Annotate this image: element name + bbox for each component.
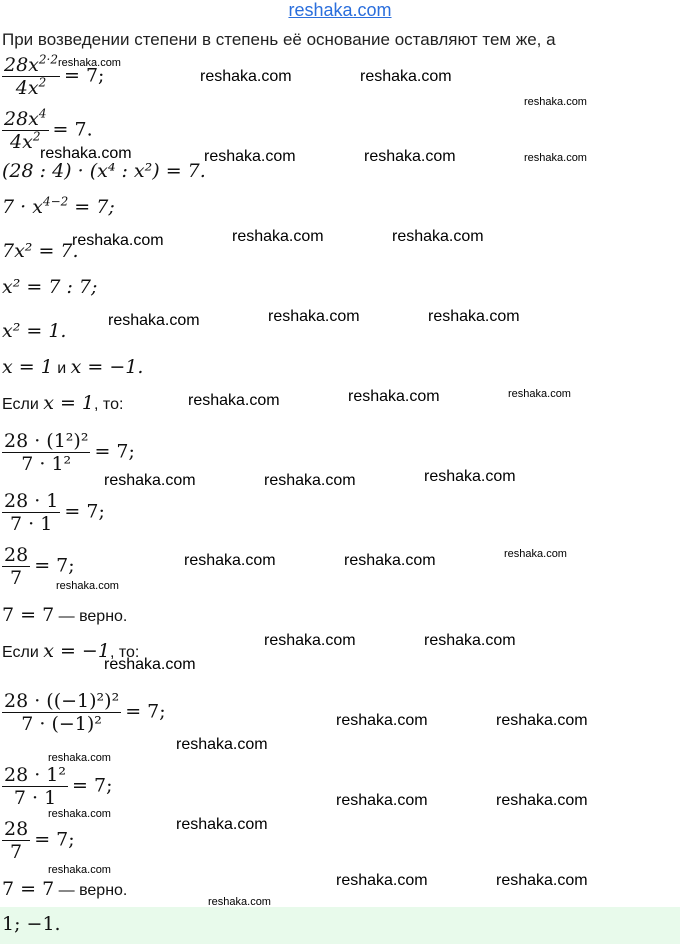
watermark: reshaka.com bbox=[496, 792, 588, 809]
case-2-heading: Если x = −1, то: bbox=[2, 640, 140, 662]
watermark: reshaka.com bbox=[336, 712, 428, 729]
watermark: reshaka.com bbox=[108, 312, 200, 329]
watermark: reshaka.com bbox=[336, 792, 428, 809]
watermark: reshaka.com bbox=[524, 152, 587, 164]
watermark: reshaka.com bbox=[508, 388, 571, 400]
watermark: reshaka.com bbox=[48, 752, 111, 764]
watermark: reshaka.com bbox=[496, 712, 588, 729]
watermark: reshaka.com bbox=[58, 57, 121, 69]
watermark: reshaka.com bbox=[424, 632, 516, 649]
watermark: reshaka.com bbox=[268, 308, 360, 325]
watermark: reshaka.com bbox=[188, 392, 280, 409]
math-line-5: 7x² = 7. bbox=[2, 240, 79, 262]
watermark: reshaka.com bbox=[56, 580, 119, 592]
watermark: reshaka.com bbox=[176, 816, 268, 833]
case-2-fraction-1: $\frac{\text{28 · ((−1)²)²}}{\text{7 · (−1)²}}$ = 7; bbox=[4, 690, 166, 735]
watermark: reshaka.com bbox=[48, 808, 111, 820]
watermark: reshaka.com bbox=[344, 552, 436, 569]
watermark: reshaka.com bbox=[348, 388, 440, 405]
watermark: reshaka.com bbox=[208, 896, 271, 908]
watermark: reshaka.com bbox=[504, 548, 567, 560]
watermark: reshaka.com bbox=[364, 148, 456, 165]
math-line-6: x² = 7 : 7; bbox=[2, 276, 98, 298]
watermark: reshaka.com bbox=[428, 308, 520, 325]
case-1-fraction-1: $\frac{\text{28 · (1²)²}}{\text{7 · 1²}}$ = 7; bbox=[4, 430, 135, 475]
math-line-2: $\frac{28x^4}{4x^2}$ = 7. bbox=[4, 106, 93, 153]
watermark: reshaka.com bbox=[40, 145, 132, 162]
watermark: reshaka.com bbox=[524, 96, 587, 108]
watermark: reshaka.com bbox=[200, 68, 292, 85]
watermark: reshaka.com bbox=[48, 864, 111, 876]
watermark: reshaka.com bbox=[496, 872, 588, 889]
math-line-3: (28 : 4) · (x⁴ : x²) = 7. bbox=[2, 160, 206, 182]
watermark: reshaka.com bbox=[424, 468, 516, 485]
watermark: reshaka.com bbox=[72, 232, 164, 249]
case-1-fraction-2: $\frac{28 \cdot 1}{7 \cdot 1}$ = 7; bbox=[4, 490, 105, 535]
watermark: reshaka.com bbox=[336, 872, 428, 889]
case-2-result: 7 = 7 — верно. bbox=[2, 878, 128, 900]
case-1-result: 7 = 7 — верно. bbox=[2, 604, 128, 626]
watermark: reshaka.com bbox=[104, 472, 196, 489]
intro-text: При возведении степени в степень её основание оставляют тем же, а bbox=[2, 30, 556, 49]
watermark: reshaka.com bbox=[264, 472, 356, 489]
watermark: reshaka.com bbox=[184, 552, 276, 569]
watermark: reshaka.com bbox=[204, 148, 296, 165]
answer-text: 1; −1. bbox=[2, 913, 61, 935]
watermark: reshaka.com bbox=[392, 228, 484, 245]
case-2-fraction-2: $\frac{\text{28 · 1²}}{7 \cdot 1}$ = 7; bbox=[4, 764, 113, 809]
answer-box bbox=[0, 907, 680, 944]
case-1-heading: Если x = 1, то: bbox=[2, 392, 124, 414]
site-header-link[interactable]: reshaka.com bbox=[288, 0, 392, 20]
case-1-fraction-3: $\frac{28}{7}$ = 7; bbox=[4, 544, 75, 589]
watermark: reshaka.com bbox=[232, 228, 324, 245]
watermark: reshaka.com bbox=[264, 632, 356, 649]
case-2-fraction-3: $\frac{28}{7}$ = 7; bbox=[4, 818, 75, 863]
watermark: reshaka.com bbox=[360, 68, 452, 85]
math-line-4: $7 \cdot x^{4-2} = 7$; bbox=[2, 194, 115, 218]
watermark: reshaka.com bbox=[176, 736, 268, 753]
math-line-7: x² = 1. bbox=[2, 320, 67, 342]
math-line-8: x = 1 и x = −1. bbox=[2, 356, 144, 378]
math-line-1: $\frac{28x^{2\cdot 2}}{4x^2}$ = 7; bbox=[4, 52, 105, 99]
watermark: reshaka.com bbox=[104, 656, 196, 673]
